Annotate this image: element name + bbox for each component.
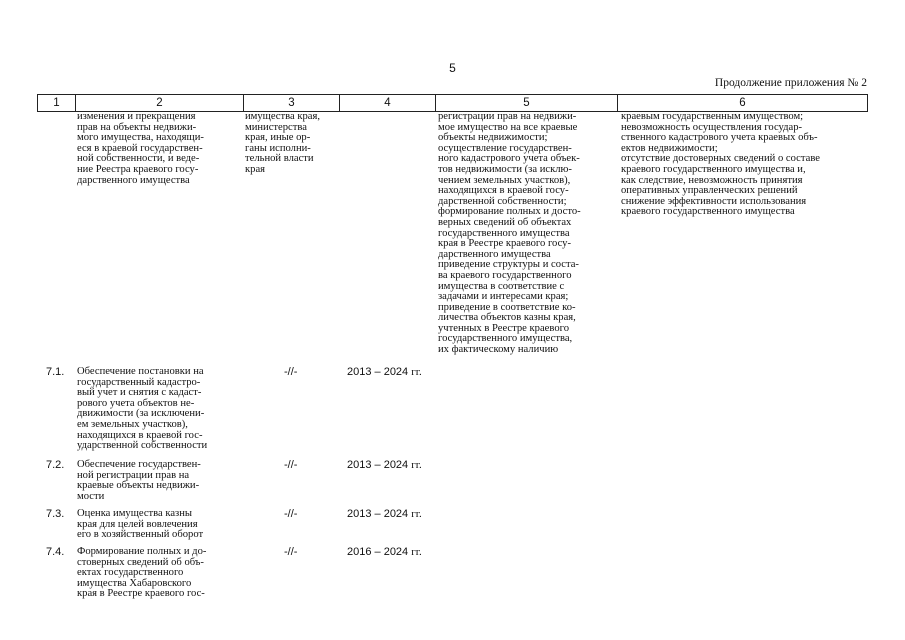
column-1-header: 1 bbox=[38, 95, 76, 112]
page-number: 5 bbox=[449, 61, 456, 75]
row-7-1-ditto: -//- bbox=[284, 366, 298, 378]
row-7-1-number: 7.1. bbox=[46, 366, 65, 378]
row-7-3-number: 7.3. bbox=[46, 508, 65, 520]
column-2-header: 2 bbox=[76, 95, 244, 112]
column-number-header bbox=[37, 94, 868, 112]
cont-row-col6-text: краевым государственным имуществом; невозможность осуществления государ- ственного кадастрового учета краевых объ- ектов недвижимости; отсутствие достоверных сведений о составе краевого государственного имущества и, как следствие, невозможность принятия оперативных управленческих решений снижение эффективности использования краевого государственного имущества bbox=[621, 111, 820, 218]
row-7-3-text: Оценка имущества казны края для целей вовлечения его в хозяйственный оборот bbox=[77, 508, 204, 541]
continuation-label: Продолжение приложения № 2 bbox=[714, 77, 867, 89]
row-7-2-text: Обеспечение государствен- ной регистрации прав на краевые объекты недвижи- мости bbox=[77, 459, 201, 502]
row-7-1-text: Обеспечение постановки на государственный кадастро- вый учет и снятия с кадаст- рового учета объектов не- движимости (за исключени- ем земельных участков), находящихся в краевой гос- ударственной собственности bbox=[77, 366, 208, 452]
column-3-header: 3 bbox=[244, 95, 340, 112]
row-7-3-years: 2013 – 2024 гг. bbox=[347, 508, 422, 520]
row-7-3-ditto: -//- bbox=[284, 508, 298, 520]
row-7-2-ditto: -//- bbox=[284, 459, 298, 471]
row-7-4-text: Формирование полных и до- стоверных сведений об объ- ектах государственного имущества Хабаровского края в Реестре краевого гос- bbox=[77, 546, 207, 600]
row-7-4-number: 7.4. bbox=[46, 546, 65, 558]
row-7-4-years: 2016 – 2024 гг. bbox=[347, 546, 422, 558]
row-7-1-years: 2013 – 2024 гг. bbox=[347, 366, 422, 378]
row-7-2-years: 2013 – 2024 гг. bbox=[347, 459, 422, 471]
cont-row-col2-text: изменения и прекращения прав на объекты недвижи- мого имущества, находящи- еся в краевой государствен- ной собственности, и веде- ние Реестра краевого госу- дарственного имущества bbox=[77, 111, 204, 186]
cont-row-col3-text: имущества края, министерства края, иные ор- ганы исполни- тельной власти края bbox=[245, 111, 321, 175]
column-5-header: 5 bbox=[436, 95, 618, 112]
row-7-4-ditto: -//- bbox=[284, 546, 298, 558]
cont-row-col5-text: регистрации прав на недвижи- мое имущество на все краевые объекты недвижимости; осуществление государствен- ного кадастрового учета объек- тов недвижимости (за исклю- чением земельных участков), находящихся в краевой госу- дарственной собственности; формирование полных и досто- верных сведений об объектах государственного имущества края в Реестре краевого госу- дарственного имущества приведение структуры и соста- ва краевого государственного имущества в соответствие с задачами и интересами края; приведение в соответствие ко- личества объектов казны края, учтенных в Реестре краевого государственного имущества, их фактическому наличию bbox=[438, 111, 581, 356]
column-6-header: 6 bbox=[618, 95, 868, 112]
column-4-header: 4 bbox=[340, 95, 436, 112]
row-7-2-number: 7.2. bbox=[46, 459, 65, 471]
